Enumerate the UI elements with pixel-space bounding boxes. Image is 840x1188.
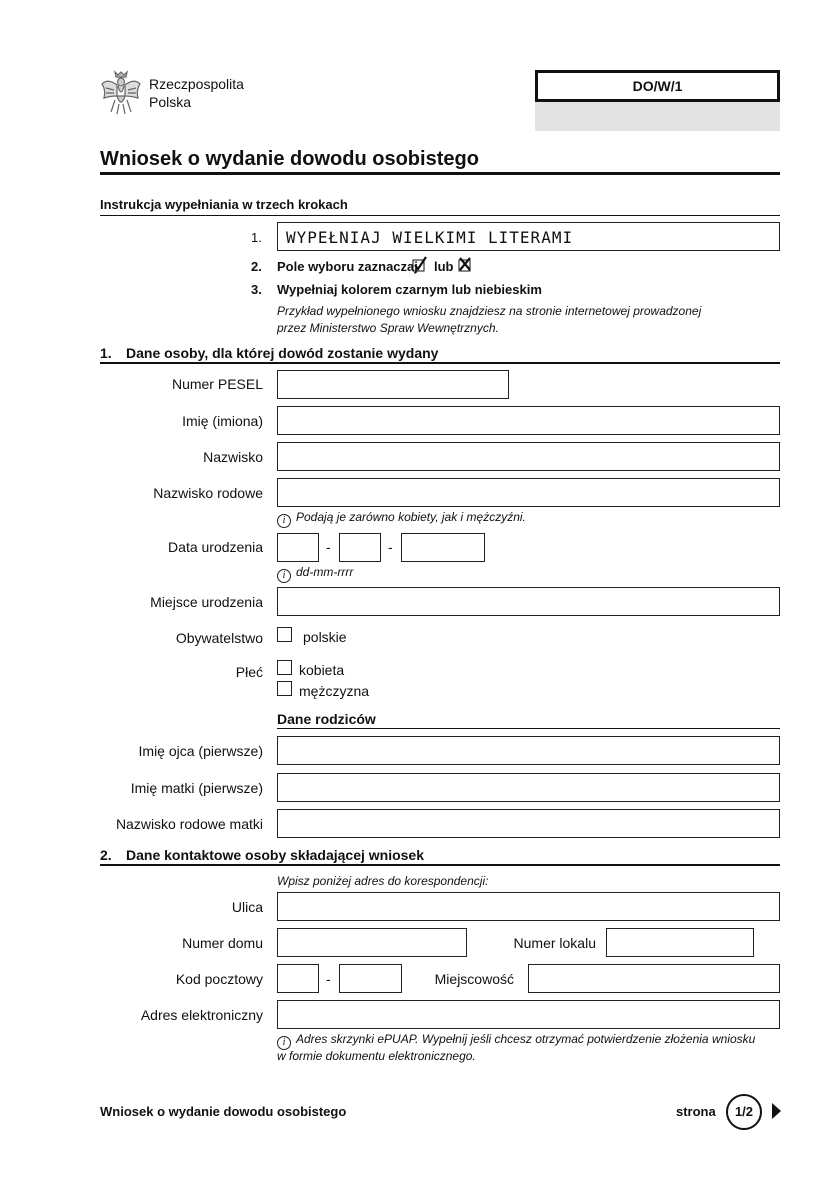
street-label: Ulica xyxy=(231,899,263,915)
page-number-badge xyxy=(726,1094,762,1130)
page-title: Wniosek o wydanie dowodu osobistego xyxy=(100,148,479,170)
info-icon: i xyxy=(277,514,291,528)
polish-eagle-emblem-icon xyxy=(100,68,142,116)
address-intro: Wpisz poniżej adres do korespondencji: xyxy=(277,874,489,888)
parents-heading: Dane rodziców xyxy=(277,711,376,727)
birth-place-input[interactable] xyxy=(277,587,780,616)
birth-place-label: Miejsce urodzenia xyxy=(150,594,263,610)
step1-number: 1. xyxy=(251,230,262,245)
birth-surname-label: Nazwisko rodowe xyxy=(153,485,263,501)
step1-example-box xyxy=(277,222,780,251)
sex-label: Płeć xyxy=(235,664,263,680)
info-icon: i xyxy=(277,569,291,583)
form-code: DO/W/1 xyxy=(632,78,683,94)
birth-day-input[interactable] xyxy=(277,533,319,562)
house-number-label: Numer domu xyxy=(182,935,263,951)
email-input[interactable] xyxy=(277,1000,780,1029)
birth-surname-input[interactable] xyxy=(277,478,780,507)
footer-title: Wniosek o wydanie dowodu osobistego xyxy=(100,1104,347,1119)
cross-example-icon xyxy=(458,256,474,272)
father-name-label: Imię ojca (pierwsze) xyxy=(138,743,263,759)
section1-rule xyxy=(100,362,780,364)
step3-number: 3. xyxy=(251,282,262,297)
step2-or: lub xyxy=(434,259,454,274)
title-rule xyxy=(100,172,780,175)
mother-name-input[interactable] xyxy=(277,773,780,802)
surname-input[interactable] xyxy=(277,442,780,471)
first-name-label: Imię (imiona) xyxy=(182,413,263,429)
triangle-right-icon[interactable] xyxy=(772,1103,782,1119)
section2-rule xyxy=(100,864,780,866)
parents-rule xyxy=(277,728,780,729)
citizenship-label: Obywatelstwo xyxy=(175,630,263,646)
birth-surname-hint-text: Podają je zarówno kobiety, jak i mężczyźni. xyxy=(296,510,526,524)
email-hint-line1 xyxy=(277,1032,755,1050)
email-hint-text-1: Adres skrzynki ePUAP. Wypełnij jeśli chcesz otrzymać potwierdzenie złożenia wniosku xyxy=(296,1032,756,1046)
step2-text: Pole wyboru zaznaczaj xyxy=(277,259,418,274)
city-label: Miejscowość xyxy=(434,971,514,987)
father-name-input[interactable] xyxy=(277,736,780,765)
birth-date-separator: - xyxy=(326,539,331,555)
section1-title: Dane osoby, dla której dowód zostanie wydany xyxy=(126,345,439,361)
birth-surname-hint xyxy=(277,510,526,528)
postcode-part1-input[interactable] xyxy=(277,964,319,993)
street-input[interactable] xyxy=(277,892,780,921)
org-name-line2: Polska xyxy=(149,94,192,110)
org-name-line1: Rzeczpospolita xyxy=(149,76,244,92)
birth-year-input[interactable] xyxy=(401,533,485,562)
section2-number: 2. xyxy=(100,847,112,863)
birth-date-separator: - xyxy=(388,539,393,555)
flat-number-input[interactable] xyxy=(606,928,754,957)
flat-number-label: Numer lokalu xyxy=(513,935,596,951)
office-use-area xyxy=(535,102,780,131)
sex-female-label: kobieta xyxy=(299,662,345,678)
example-note-line2: przez Ministerstwo Spraw Wewnętrznych. xyxy=(277,321,499,335)
house-number-input[interactable] xyxy=(277,928,467,957)
form-code-box xyxy=(535,70,780,102)
sex-male-label: mężczyzna xyxy=(299,683,370,699)
instructions-rule xyxy=(100,215,780,216)
mother-name-label: Imię matki (pierwsze) xyxy=(130,780,263,796)
birth-date-hint xyxy=(277,565,353,583)
example-note-line1: Przykład wypełnionego wniosku znajdziesz na stronie internetowej prowadzonej xyxy=(277,304,702,318)
instructions-heading: Instrukcja wypełniania w trzech krokach xyxy=(100,197,348,212)
citizenship-polish-label: polskie xyxy=(303,629,347,645)
step1-text: WYPEŁNIAJ WIELKIMI LITERAMI xyxy=(286,228,574,247)
pesel-label: Numer PESEL xyxy=(171,376,263,392)
info-icon: i xyxy=(277,1036,291,1050)
mother-birth-surname-input[interactable] xyxy=(277,809,780,838)
birth-date-hint-text: dd-mm-rrrr xyxy=(296,565,354,579)
pesel-input[interactable] xyxy=(277,370,509,399)
first-name-input[interactable] xyxy=(277,406,780,435)
postcode-label: Kod pocztowy xyxy=(175,971,263,987)
mother-birth-surname-label: Nazwisko rodowe matki xyxy=(115,816,263,832)
step2-number: 2. xyxy=(251,259,262,274)
checkmark-example-icon xyxy=(412,256,428,272)
surname-label: Nazwisko xyxy=(203,449,263,465)
postcode-separator: - xyxy=(326,971,331,987)
city-input[interactable] xyxy=(528,964,780,993)
sex-male-checkbox[interactable] xyxy=(277,681,292,696)
page-label: strona xyxy=(676,1104,716,1119)
birth-month-input[interactable] xyxy=(339,533,381,562)
birth-date-label: Data urodzenia xyxy=(168,539,263,555)
postcode-part2-input[interactable] xyxy=(339,964,402,993)
sex-female-checkbox[interactable] xyxy=(277,660,292,675)
section2-title: Dane kontaktowe osoby składającej wniosek xyxy=(126,847,424,863)
citizenship-polish-checkbox[interactable] xyxy=(277,627,292,642)
email-label: Adres elektroniczny xyxy=(140,1007,263,1023)
section1-number: 1. xyxy=(100,345,112,361)
page-number: 1/2 xyxy=(734,1104,754,1119)
step3-text: Wypełniaj kolorem czarnym lub niebieskim xyxy=(277,282,542,297)
email-hint-line2: w formie dokumentu elektronicznego. xyxy=(277,1049,476,1063)
